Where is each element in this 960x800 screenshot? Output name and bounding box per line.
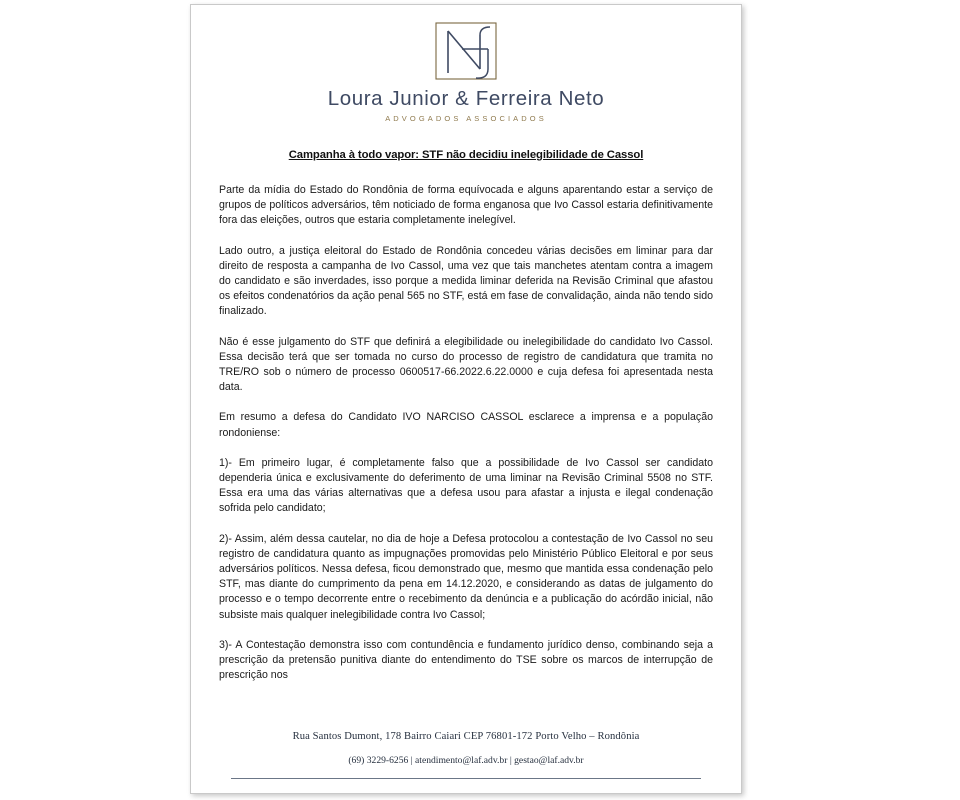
paragraph: Lado outro, a justiça eleitoral do Estado de Rondônia concedeu várias decisões em liminar para dar direito de resposta a campanha de Ivo Cassol, uma vez que tais manchetes atentam contra a imagem do candidato e são inverdades, isso porque a medida liminar deferida na Revisão Criminal que afastou os efeitos condenatórios da ação penal 565 no STF, está em fase de convalidação, ainda não tendo sido finalizado.: [219, 244, 713, 318]
document-title: Campanha à todo vapor: STF não decidiu inelegibilidade de Cassol: [288, 149, 644, 161]
paragraph: Em resumo a defesa do Candidato IVO NARCISO CASSOL esclarece a imprensa e a população rondoniense:: [219, 411, 713, 439]
footer-divider: [231, 778, 701, 779]
firm-name: Loura Junior & Ferreira Neto: [327, 87, 605, 110]
footer-address: Rua Santos Dumont, 178 Bairro Caiari CEP 76801-172 Porto Velho – Rondônia: [292, 731, 640, 742]
letterhead: [191, 5, 741, 123]
paragraph: 3)- A Contestação demonstra isso com contundência e fundamento jurídico denso, combinando seja a prescrição da pretensão punitiva diante do entendimento do TSE sobre os marcos de interrupção de prescrição nos: [219, 638, 713, 682]
monogram-nf-logo-icon: [418, 19, 514, 85]
paragraph: Não é esse julgamento do STF que definirá a elegibilidade ou inelegibilidade do candidato Ivo Cassol. Essa decisão terá que ser tomada no curso do processo de registro de candidatura que tramita no TRE/RO sob o número de processo 0600517-66.2022.6.22.0000 e cuja defesa foi apresentada nesta data.: [219, 335, 713, 394]
paragraph: 2)- Assim, além dessa cautelar, no dia de hoje a Defesa protocolou a contestação de Ivo Cassol no seu registro de candidatura quanto as impugnações promovidas pelo Ministério Público Eleitoral e por seus adversários políticos. Nessa defesa, ficou demonstrado que, mesmo que mantida essa condenação pelo STF, mas diante do cumprimento da pena em 14.12.2020, e considerando as datas de julgamento do processo e o tempo decorrente entre o recebimento da denúncia e a publicação do acórdão inicial, não subsiste mais qualquer inelegibilidade contra Ivo Cassol;: [219, 532, 713, 621]
paragraph: Parte da mídia do Estado do Rondônia de forma equívocada e alguns aparentando estar a serviço de grupos de políticos adversários, têm noticiado de forma enganosa que Ivo Cassol estaria definitivamente fora das eleições, outros que estaria completamente inelegível.: [219, 184, 713, 227]
footer-contacts: (69) 3229-6256 | atendimento@laf.adv.br | gestao@laf.adv.br: [348, 755, 584, 766]
document-page: [190, 4, 742, 794]
document-body: [191, 149, 741, 683]
firm-subtitle: ADVOGADOS ASSOCIADOS: [385, 114, 547, 123]
paragraph: 1)- Em primeiro lugar, é completamente falso que a possibilidade de Ivo Cassol ser candidato dependeria única e exclusivamente do deferimento de uma liminar na Revisão Criminal 5508 no STF. Essa era uma das várias alternativas que a defesa usou para afastar a injusta e ilegal condenação sofrida pelo candidato;: [219, 456, 713, 515]
document-footer: [191, 731, 741, 779]
firm-logo: [191, 19, 741, 85]
